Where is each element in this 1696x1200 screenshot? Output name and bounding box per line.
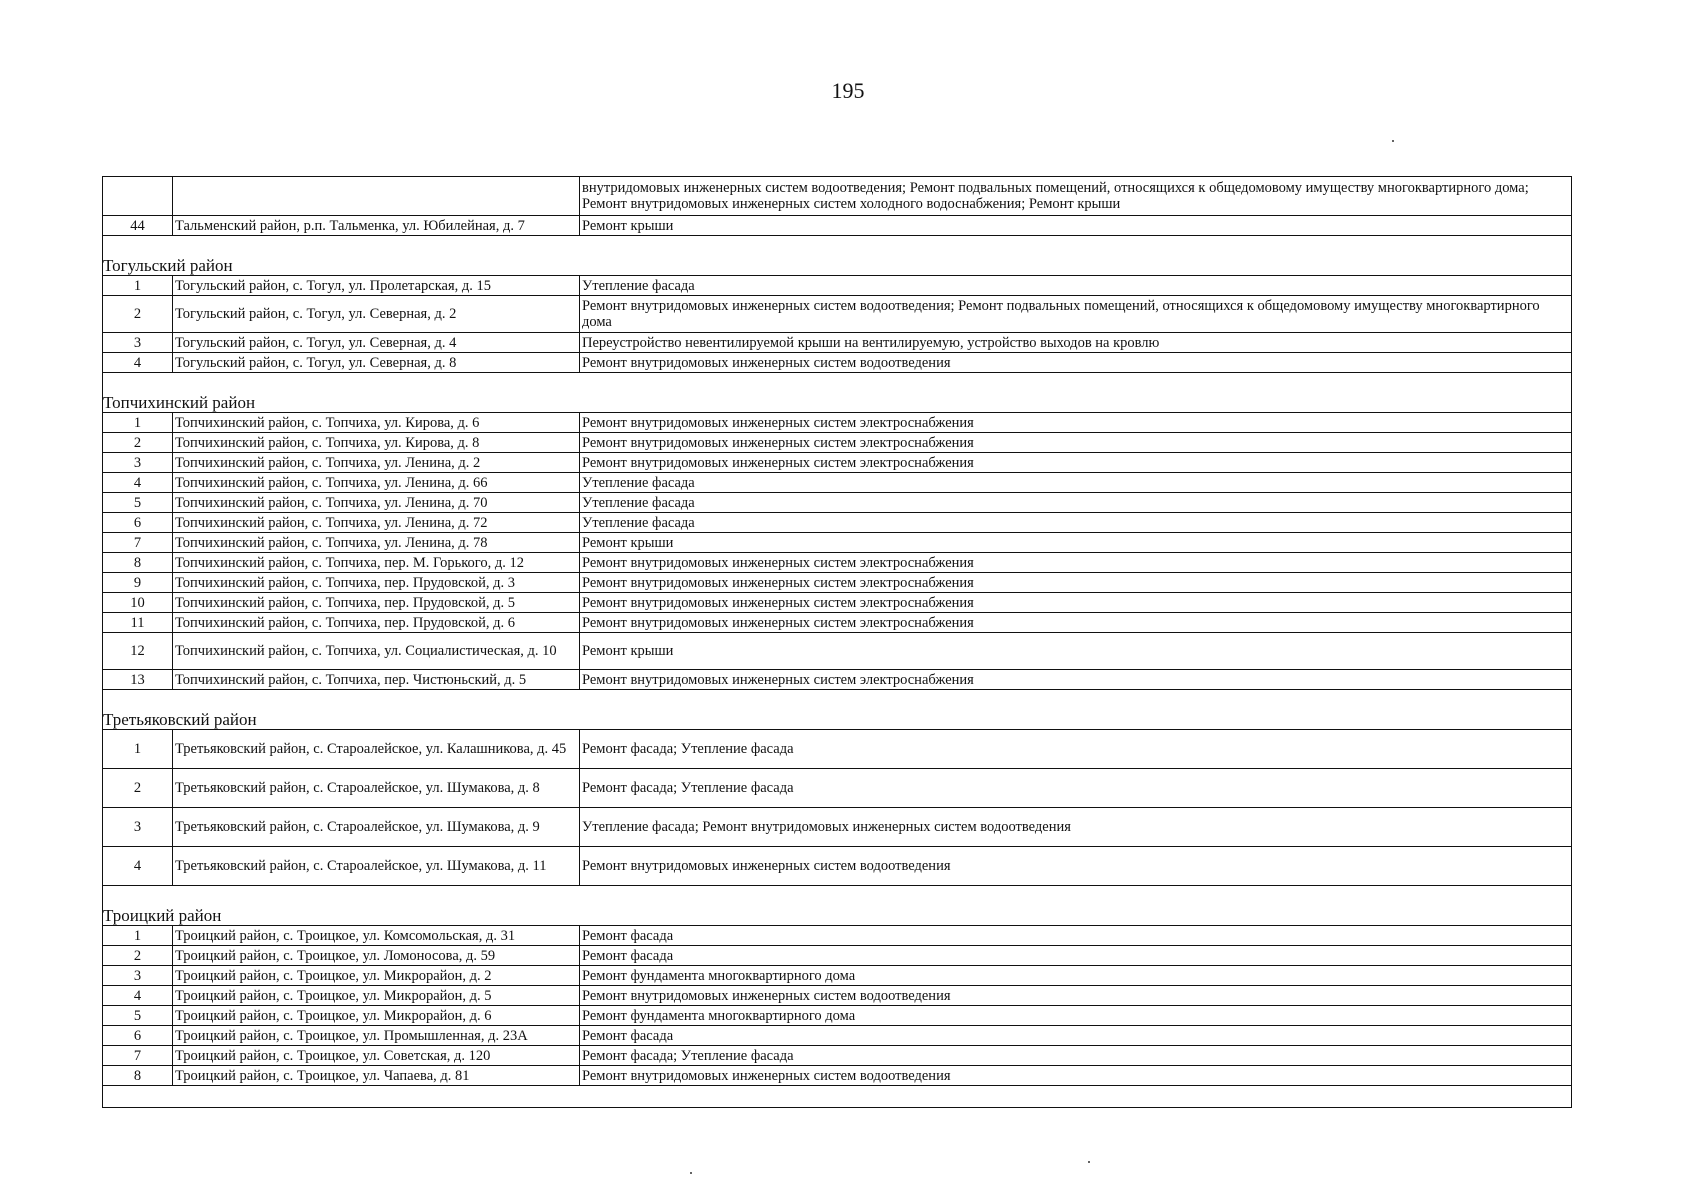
row-number: 2 [103,946,173,966]
section-header-row [103,690,1572,730]
row-address [173,177,580,216]
table-row [103,1046,1572,1066]
row-number: 4 [103,847,173,886]
row-address: Третьяковский район, с. Староалейское, ул. Шумакова, д. 8 [173,769,580,808]
row-number: 3 [103,333,173,353]
row-address: Троицкий район, с. Троицкое, ул. Микрорайон, д. 6 [173,1006,580,1026]
row-number: 7 [103,1046,173,1066]
table-row [103,769,1572,808]
row-work: Ремонт внутридомовых инженерных систем водоотведения; Ремонт подвальных помещений, относящихся к общедомовому имуществу многоквартирного дома [580,296,1572,333]
row-work: Ремонт внутридомовых инженерных систем водоотведения [580,1066,1572,1086]
row-address: Тальменский район, р.п. Тальменка, ул. Юбилейная, д. 7 [173,216,580,236]
row-address: Троицкий район, с. Троицкое, ул. Ломоносова, д. 59 [173,946,580,966]
table-row [103,633,1572,670]
row-work: Ремонт фасада; Утепление фасада [580,730,1572,769]
row-address: Тогульский район, с. Тогул, ул. Северная, д. 4 [173,333,580,353]
row-number: 5 [103,1006,173,1026]
row-work: Ремонт фасада [580,946,1572,966]
table-row [103,433,1572,453]
row-work: внутридомовых инженерных систем водоотведения; Ремонт подвальных помещений, относящихся к общедомовому имуществу многоквартирного дома; Ремонт внутридомовых инженерных систем холодного водоснабжения; Ремонт крыши [580,177,1572,216]
row-number: 10 [103,593,173,613]
row-number: 6 [103,513,173,533]
table-row [103,573,1572,593]
row-address: Топчихинский район, с. Топчиха, ул. Ленина, д. 2 [173,453,580,473]
table-row [103,1026,1572,1046]
table-row [103,593,1572,613]
row-address: Тогульский район, с. Тогул, ул. Северная, д. 2 [173,296,580,333]
scan-speck [1392,140,1394,142]
row-number: 1 [103,730,173,769]
table-row [103,513,1572,533]
row-work: Переустройство невентилируемой крыши на вентилируемую, устройство выходов на кровлю [580,333,1572,353]
row-number: 3 [103,808,173,847]
row-work: Утепление фасада [580,276,1572,296]
row-work: Ремонт внутридомовых инженерных систем электроснабжения [580,613,1572,633]
row-address: Троицкий район, с. Троицкое, ул. Комсомольская, д. 31 [173,926,580,946]
table-row [103,1006,1572,1026]
table-row [103,986,1572,1006]
row-address: Троицкий район, с. Троицкое, ул. Советская, д. 120 [173,1046,580,1066]
row-address: Топчихинский район, с. Топчиха, ул. Ленина, д. 78 [173,533,580,553]
row-address: Троицкий район, с. Троицкое, ул. Микрорайон, д. 2 [173,966,580,986]
row-work: Ремонт внутридомовых инженерных систем электроснабжения [580,670,1572,690]
row-work: Ремонт крыши [580,216,1572,236]
table-row [103,473,1572,493]
row-work: Ремонт фасада; Утепление фасада [580,769,1572,808]
row-number: 11 [103,613,173,633]
table-row [103,216,1572,236]
row-work: Утепление фасада; Ремонт внутридомовых инженерных систем водоотведения [580,808,1572,847]
row-work: Ремонт фасада; Утепление фасада [580,1046,1572,1066]
table-row [103,276,1572,296]
row-address: Топчихинский район, с. Топчиха, пер. Прудовской, д. 3 [173,573,580,593]
table-row [103,946,1572,966]
table-row [103,333,1572,353]
row-number: 4 [103,353,173,373]
table-row [103,730,1572,769]
row-address: Топчихинский район, с. Топчиха, пер. М. Горького, д. 12 [173,553,580,573]
row-number: 1 [103,276,173,296]
table-row [103,553,1572,573]
row-work: Утепление фасада [580,473,1572,493]
row-address: Топчихинский район, с. Топчиха, ул. Социалистическая, д. 10 [173,633,580,670]
row-address: Топчихинский район, с. Топчиха, пер. Прудовской, д. 6 [173,613,580,633]
row-number: 8 [103,1066,173,1086]
row-number [103,177,173,216]
table-row [103,670,1572,690]
row-address: Тогульский район, с. Тогул, ул. Северная, д. 8 [173,353,580,373]
table-row [103,1066,1572,1086]
row-number: 3 [103,453,173,473]
table-row [103,453,1572,473]
row-number: 1 [103,413,173,433]
row-work: Ремонт фасада [580,926,1572,946]
section-title: Тогульский район [103,236,1572,276]
table-row [103,177,1572,216]
row-number: 4 [103,473,173,493]
table-end-row [103,1086,1572,1108]
table-row [103,808,1572,847]
section-header-row [103,886,1572,926]
row-number: 12 [103,633,173,670]
row-address: Третьяковский район, с. Староалейское, ул. Калашникова, д. 45 [173,730,580,769]
table-row [103,413,1572,433]
row-address: Троицкий район, с. Троицкое, ул. Чапаева, д. 81 [173,1066,580,1086]
table-row [103,926,1572,946]
row-number: 4 [103,986,173,1006]
row-number: 7 [103,533,173,553]
repair-register-table [102,176,1572,1108]
row-number: 6 [103,1026,173,1046]
row-address: Третьяковский район, с. Староалейское, ул. Шумакова, д. 11 [173,847,580,886]
row-address: Топчихинский район, с. Топчиха, ул. Кирова, д. 6 [173,413,580,433]
row-work: Ремонт внутридомовых инженерных систем электроснабжения [580,593,1572,613]
row-work: Утепление фасада [580,513,1572,533]
row-work: Ремонт внутридомовых инженерных систем водоотведения [580,353,1572,373]
section-title: Третьяковский район [103,690,1572,730]
section-header-row [103,373,1572,413]
table-row [103,493,1572,513]
scan-speck [1088,1161,1090,1163]
row-work: Ремонт внутридомовых инженерных систем электроснабжения [580,453,1572,473]
row-work: Ремонт внутридомовых инженерных систем электроснабжения [580,553,1572,573]
row-work: Ремонт фундамента многоквартирного дома [580,966,1572,986]
scan-speck [690,1172,692,1174]
row-address: Топчихинский район, с. Топчиха, ул. Кирова, д. 8 [173,433,580,453]
row-number: 9 [103,573,173,593]
row-address: Троицкий район, с. Троицкое, ул. Микрорайон, д. 5 [173,986,580,1006]
row-address: Топчихинский район, с. Топчиха, ул. Ленина, д. 66 [173,473,580,493]
row-number: 44 [103,216,173,236]
section-title: Топчихинский район [103,373,1572,413]
row-address: Троицкий район, с. Троицкое, ул. Промышленная, д. 23А [173,1026,580,1046]
row-address: Третьяковский район, с. Староалейское, ул. Шумакова, д. 9 [173,808,580,847]
row-number: 8 [103,553,173,573]
page-number: 195 [831,78,865,103]
row-work: Ремонт крыши [580,533,1572,553]
row-work: Ремонт фасада [580,1026,1572,1046]
row-work: Ремонт внутридомовых инженерных систем водоотведения [580,986,1572,1006]
row-address: Тогульский район, с. Тогул, ул. Пролетарская, д. 15 [173,276,580,296]
row-number: 5 [103,493,173,513]
table-row [103,533,1572,553]
empty-cell [103,1086,1572,1108]
row-work: Ремонт внутридомовых инженерных систем электроснабжения [580,573,1572,593]
row-work: Ремонт фундамента многоквартирного дома [580,1006,1572,1026]
section-title: Троицкий район [103,886,1572,926]
row-number: 13 [103,670,173,690]
row-address: Топчихинский район, с. Топчиха, ул. Ленина, д. 72 [173,513,580,533]
section-header-row [103,236,1572,276]
table-row [103,847,1572,886]
table-row [103,296,1572,333]
table-row [103,353,1572,373]
row-address: Топчихинский район, с. Топчиха, пер. Чистюньский, д. 5 [173,670,580,690]
row-number: 2 [103,296,173,333]
row-work: Утепление фасада [580,493,1572,513]
table-row [103,966,1572,986]
row-work: Ремонт внутридомовых инженерных систем водоотведения [580,847,1572,886]
row-address: Топчихинский район, с. Топчиха, пер. Прудовской, д. 5 [173,593,580,613]
row-address: Топчихинский район, с. Топчиха, ул. Ленина, д. 70 [173,493,580,513]
row-number: 2 [103,433,173,453]
row-work: Ремонт крыши [580,633,1572,670]
table-row [103,613,1572,633]
row-number: 3 [103,966,173,986]
table-body [103,177,1572,1108]
row-work: Ремонт внутридомовых инженерных систем электроснабжения [580,433,1572,453]
row-number: 1 [103,926,173,946]
row-work: Ремонт внутридомовых инженерных систем электроснабжения [580,413,1572,433]
row-number: 2 [103,769,173,808]
